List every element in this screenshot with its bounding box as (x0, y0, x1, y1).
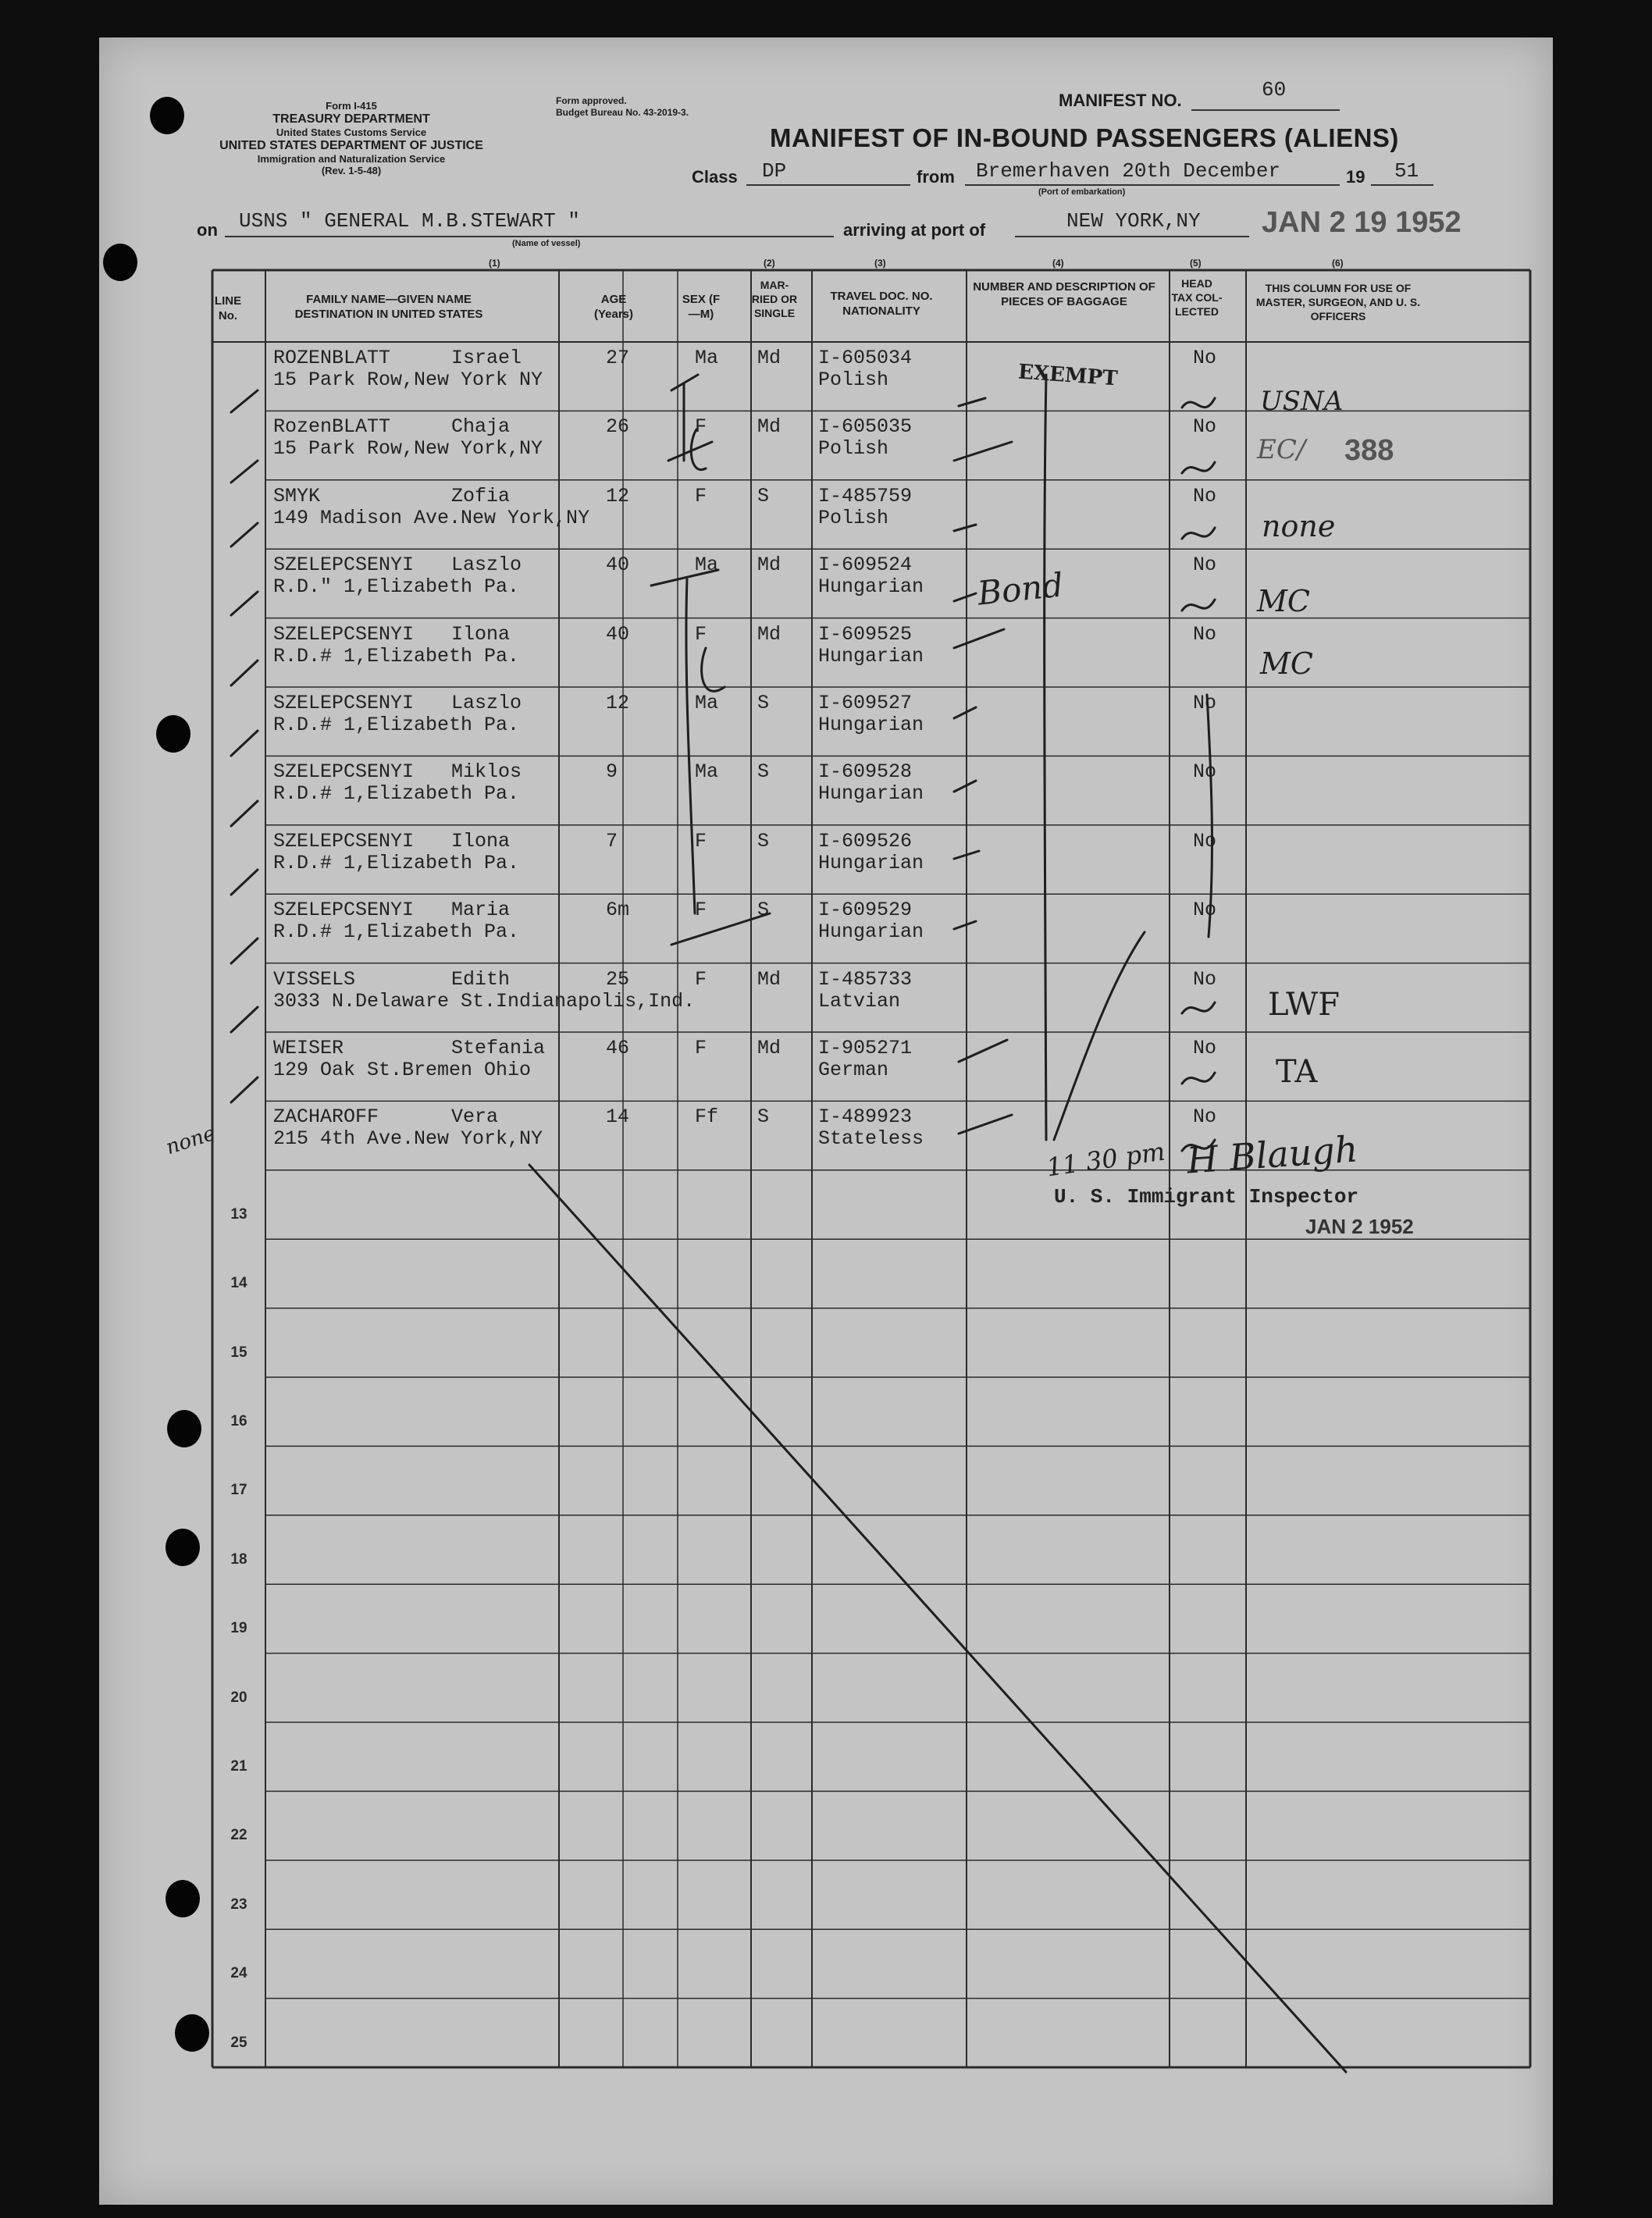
column-number: (5) (1190, 258, 1202, 269)
from-value: Bremerhaven 20th December (976, 159, 1281, 183)
destination: 3033 N.Delaware St.Indianapolis,Ind. (273, 989, 696, 1013)
head-tax: No (1193, 347, 1217, 369)
year-prefix: 19 (1346, 167, 1365, 187)
sex: F (695, 967, 707, 991)
column-number: (3) (874, 258, 886, 269)
destination: R.D.# 1,Elizabeth Pa. (273, 851, 520, 874)
year-value: 51 (1394, 159, 1419, 183)
sex: Ma (695, 554, 719, 577)
nationality: Hungarian (818, 920, 924, 944)
family-name: SZELEPCSENYI (273, 622, 415, 646)
travel-doc-no: I-609527 (818, 692, 913, 714)
officer-code: 388 (1344, 434, 1394, 467)
age: 26 (606, 415, 630, 439)
line-number: 15 (230, 1344, 247, 1361)
line-number: 24 (230, 1965, 247, 1982)
head-tax: No (1193, 1037, 1217, 1059)
destination: 129 Oak St.Bremen Ohio (273, 1059, 532, 1081)
header-line-no: LINE No. (214, 294, 242, 322)
head-tax: No (1193, 692, 1217, 714)
marital-status: Md (757, 967, 781, 991)
on-label: on (197, 220, 218, 240)
line-number: 13 (230, 1205, 247, 1223)
head-tax: No (1193, 554, 1217, 577)
arriving-value: NEW YORK,NY (1066, 209, 1201, 233)
form-number: Form I-415 (326, 100, 377, 112)
destination: R.D.# 1,Elizabeth Pa. (273, 920, 520, 944)
age: 6m (606, 899, 630, 922)
family-name: WEISER (273, 1037, 344, 1059)
destination: 15 Park Row,New York,NY (273, 437, 543, 461)
officer-code-prefix: EC/ (1257, 434, 1306, 465)
nationality: Hungarian (818, 644, 924, 668)
travel-doc-no: I-485733 (818, 967, 913, 991)
form-approved: Form approved. (556, 95, 627, 106)
line-number: 25 (230, 2034, 247, 2051)
head-tax: No (1193, 829, 1217, 853)
sex: F (695, 1037, 707, 1059)
nationality: Hungarian (818, 714, 924, 736)
header-age: AGE (Years) (593, 293, 634, 321)
age: 12 (606, 692, 630, 714)
class-value: DP (762, 159, 787, 183)
line-number: 18 (230, 1550, 247, 1568)
marital-status: Md (757, 554, 781, 577)
treasury-dept: TREASURY DEPARTMENT (272, 112, 430, 126)
destination: R.D.# 1,Elizabeth Pa. (273, 714, 520, 736)
marital-status: Md (757, 622, 781, 646)
head-tax: No (1193, 1105, 1217, 1129)
form-revision: (Rev. 1-5-48) (321, 165, 382, 176)
head-tax: No (1193, 622, 1217, 646)
vessel-note: (Name of vessel) (512, 239, 581, 248)
destination: 215 4th Ave.New York,NY (273, 1127, 543, 1151)
age: 40 (606, 554, 630, 577)
family-name: RozenBLATT (273, 415, 391, 439)
travel-doc-no: I-605034 (818, 347, 913, 369)
line-number: 14 (230, 1275, 247, 1292)
age: 27 (606, 347, 630, 369)
marital-status: Md (757, 415, 781, 439)
given-name: Zofia (451, 484, 511, 507)
given-name: Maria (451, 899, 511, 922)
line-number: 20 (230, 1689, 247, 1706)
marital-status: S (757, 484, 770, 507)
travel-doc-no: I-605035 (818, 415, 913, 439)
sex: Ma (695, 760, 719, 784)
head-tax: No (1193, 760, 1217, 784)
sex: Ma (695, 692, 719, 714)
sex: F (695, 415, 707, 439)
inspector-title: U. S. Immigrant Inspector (1054, 1185, 1359, 1209)
class-label: Class (692, 167, 738, 187)
marital-status: S (757, 829, 770, 853)
family-name: ZACHAROFF (273, 1105, 379, 1129)
line-number: 22 (230, 1827, 247, 1844)
sex: Ff (695, 1105, 719, 1129)
header-married: MAR- RIED OR SINGLE (751, 279, 798, 319)
nationality: Polish (818, 437, 889, 461)
age: 14 (606, 1105, 630, 1129)
age: 12 (606, 484, 630, 507)
given-name: Chaja (451, 415, 511, 439)
marital-status: Md (757, 347, 781, 369)
time-note: 11 30 pm (1045, 1136, 1167, 1183)
header-name-destination: FAMILY NAME—GIVEN NAME DESTINATION IN UNITED STATES (294, 293, 483, 321)
nationality: Stateless (818, 1127, 924, 1151)
manifest-title: MANIFEST OF IN-BOUND PASSENGERS (ALIENS) (770, 123, 1399, 152)
travel-doc-no: I-609525 (818, 622, 913, 646)
column-number: (4) (1052, 258, 1064, 269)
sex: Ma (695, 347, 719, 369)
given-name: Ilona (451, 829, 511, 853)
vessel-name: USNS " GENERAL M.B.STEWART " (239, 209, 580, 233)
age: 9 (606, 760, 618, 784)
given-name: Stefania (451, 1037, 546, 1059)
marital-status: S (757, 760, 770, 784)
given-name: Laszlo (451, 692, 522, 714)
family-name: SZELEPCSENYI (273, 760, 415, 784)
line-number: 16 (230, 1413, 247, 1429)
bond-note: Bond (975, 565, 1066, 613)
family-name: SZELEPCSENYI (273, 692, 415, 714)
officer-note: none (1262, 509, 1336, 543)
sex: F (695, 622, 707, 646)
arrival-date-stamp: JAN 2 19 1952 (1262, 206, 1462, 239)
sex: F (695, 829, 707, 853)
nationality: Hungarian (818, 782, 924, 806)
officer-note: LWF (1268, 987, 1340, 1023)
header-travel-doc: TRAVEL DOC. NO. NATIONALITY (830, 290, 933, 318)
arriving-label: arriving at port of (843, 220, 986, 240)
nationality: Latvian (818, 989, 901, 1013)
marital-status: S (757, 692, 770, 714)
travel-doc-no: I-609528 (818, 760, 913, 784)
destination: 149 Madison Ave.New York,NY (273, 506, 590, 529)
destination: R.D.# 1,Elizabeth Pa. (273, 644, 520, 668)
header-sex: SEX (F—M) (682, 293, 721, 321)
nationality: Polish (818, 506, 889, 529)
travel-doc-no: I-905271 (818, 1037, 913, 1059)
given-name: Laszlo (451, 554, 522, 577)
header-officers: THIS COLUMN FOR USE OF MASTER, SURGEON, AND U. S. OFFICERS (1255, 282, 1421, 322)
inspector-signature: H Blaugh (1185, 1127, 1360, 1182)
line-number: 19 (230, 1620, 247, 1637)
family-name: SZELEPCSENYI (273, 554, 415, 577)
manifest-no-value: 60 (1262, 78, 1287, 101)
destination: 15 Park Row,New York NY (273, 368, 543, 391)
age: 40 (606, 622, 630, 646)
column-number: (2) (764, 258, 775, 269)
sex: F (695, 484, 707, 507)
marital-status: S (757, 1105, 770, 1129)
given-name: Miklos (451, 760, 522, 784)
head-tax: No (1193, 899, 1217, 922)
sex: F (695, 899, 707, 922)
customs-service: United States Customs Service (276, 126, 427, 138)
destination: R.D.# 1,Elizabeth Pa. (273, 782, 520, 806)
officer-note: USNA (1260, 386, 1344, 417)
officer-note: TA (1276, 1054, 1318, 1090)
travel-doc-no: I-609524 (818, 554, 913, 577)
manifest-no-label: MANIFEST NO. (1059, 91, 1182, 110)
header-head-tax: HEAD TAX COL- LECTED (1171, 277, 1223, 318)
budget-bureau: Budget Bureau No. 43-2019-3. (556, 107, 689, 118)
justice-dept: UNITED STATES DEPARTMENT OF JUSTICE (219, 139, 483, 152)
family-name: SMYK (273, 484, 321, 507)
marital-status: Md (757, 1037, 781, 1059)
nationality: German (818, 1059, 889, 1081)
officer-note: MC (1257, 584, 1310, 618)
officer-note: MC (1260, 646, 1313, 681)
age: 7 (606, 829, 618, 853)
nationality: Hungarian (818, 575, 924, 599)
given-name: Ilona (451, 622, 511, 646)
family-name: SZELEPCSENYI (273, 829, 415, 853)
port-embarkation-note: (Port of embarkation) (1038, 187, 1126, 197)
inspector-date: JAN 2 1952 (1305, 1215, 1414, 1238)
nationality: Polish (818, 368, 889, 391)
header-baggage: NUMBER AND DESCRIPTION OF PIECES OF BAGGAGE (973, 280, 1155, 308)
given-name: Israel (451, 347, 522, 369)
family-name: VISSELS (273, 967, 356, 991)
exempt-stamp: EXEMPT (1017, 360, 1119, 391)
given-name: Edith (451, 967, 511, 991)
marital-status: S (757, 899, 770, 922)
travel-doc-no: I-609529 (818, 899, 913, 922)
column-number: (6) (1332, 258, 1344, 269)
destination: R.D." 1,Elizabeth Pa. (273, 575, 520, 599)
age: 25 (606, 967, 630, 991)
head-tax: No (1193, 967, 1217, 991)
age: 46 (606, 1037, 630, 1059)
line-number: 17 (230, 1482, 247, 1499)
line-number: 21 (230, 1758, 247, 1775)
family-name: ROZENBLATT (273, 347, 391, 369)
head-tax: No (1193, 484, 1217, 507)
travel-doc-no: I-609526 (818, 829, 913, 853)
head-tax: No (1193, 415, 1217, 439)
margin-note: none (162, 1121, 219, 1160)
travel-doc-no: I-489923 (818, 1105, 913, 1129)
given-name: Vera (451, 1105, 499, 1129)
line-number: 23 (230, 1896, 247, 1913)
column-number: (1) (489, 258, 500, 269)
ins-service: Immigration and Naturalization Service (257, 153, 446, 165)
family-name: SZELEPCSENYI (273, 899, 415, 922)
travel-doc-no: I-485759 (818, 484, 913, 507)
nationality: Hungarian (818, 851, 924, 874)
from-label: from (917, 167, 955, 187)
